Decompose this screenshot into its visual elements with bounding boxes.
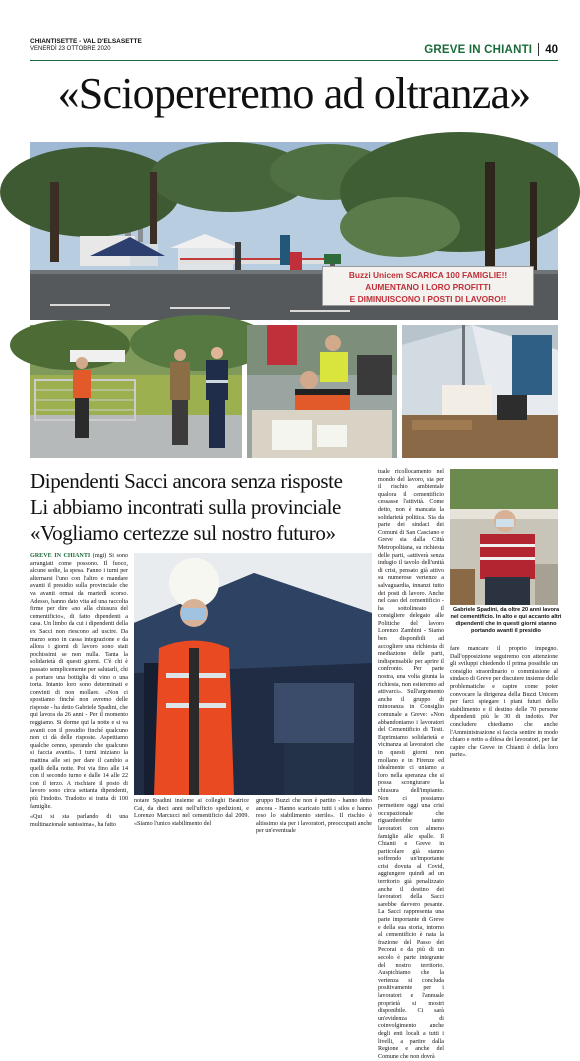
photo-gabriele-spadini <box>134 553 372 795</box>
section-header <box>424 43 558 56</box>
protest-banner-line1: Buzzi Unicem SCARICA 100 FAMIGLIE!! <box>348 270 508 280</box>
article-column-1 <box>30 553 128 833</box>
dateline: GREVE IN CHIANTI <box>30 553 91 559</box>
article-column-3: gruppo Buzzi che non è partito - hanno detto ancora - Hanno scaricato tutti i silos e hanno reso lo stabilimento sterile». Il rischio è altissimo sia per i lavoratori, preoccupati anche per un'eventuale <box>256 798 372 835</box>
article-lead-text: (mgi) Si sono arrangiati come possono. Il fuoco, alcune sedie, la spesa. Fanno i turni per alternarsi l'uno con l'altro e mandare avanti il presidio sulla provinciale che va avanti ormai da martedì scorso. Adesso, hanno dato vita ad una raccolta firme per dire «no alla chiusura del cementificio», di fatto dipendenti a casa. Un limbo da cui i dipendenti della ex Sacci non riescono ad uscire. Da marzo sono in cassa integrazione e da allora i giorni di lavoro sono stati pochissimi se non nulla. Tanta la solidarietà di questi giorni. C'è chi è passato semplicemente per salutarli, chi a portare una bottiglia di vino o una torta. Intanto loro sono determinati e convinti di non mollare. «Non ci spostiamo finché non avremo delle risposte - ha detto Gabriele Spadini, che qui lavora da 26 anni - Per il momento reggiamo. Si dorme qui la notte e si va avanti con il presidio finché qualcuno non ci dà delle risposte. Aspettiamo qualche cenno, sperando che qualcuno si faccia avanti». I turni iniziano la mattina alle sei per dare il cambio a quelli della notte. Poi via fino alle 14 con il secondo turno e dalle 14 alle 22 con il terzo. A rischiare il posto di lavoro sono circa settanta dipendenti, più l'indotto. Tradotto si tratta di 100 famiglie. <box>30 553 128 810</box>
photo-caption: Gabriele Spadini, da oltre 20 anni lavora nel cementificio. In alto e qui accanto altri dipendenti che in questi giorni stanno portando avanti il presidio <box>450 607 562 634</box>
photo-seated-scene <box>450 469 558 605</box>
publication-header <box>30 38 142 53</box>
page-number: 40 <box>545 43 558 56</box>
subheadline-line3: «Vogliamo certezze sul nostro futuro» <box>30 521 336 545</box>
protest-banner-line2: AUMENTANO I LORO PROFITTI <box>365 282 491 292</box>
photo-camp-scene <box>402 325 558 458</box>
protest-banner <box>322 266 534 306</box>
issue-date: VENERDÌ 23 OTTOBRE 2020 <box>30 46 111 52</box>
article-lead-paragraph <box>30 553 128 811</box>
article-column-2: notare Spadini insieme ai colleghi Beatrice Cai, da dieci anni nell'ufficio spedizioni, e Lorenzo Marcucci nel cementificio dal 2009. «Siamo l'unico stabilimento del <box>134 798 249 827</box>
photo-camp-tent <box>402 325 558 458</box>
headline: «Sciopereremo ad oltranza» <box>57 69 531 118</box>
photo-petition-scene <box>247 325 397 458</box>
photo-workers-at-fence <box>30 325 242 458</box>
photo-seated-worker <box>450 469 558 605</box>
photo-workers-scene <box>30 325 242 458</box>
article-column-4: tuale ricollocamento nel mondo del lavoro, sia per il rischio ambientale qualora il cementificio cessasse l'attività. Come detto, non è mancata la solidarietà politica. Sia da parte dei sindaci dei Comuni di San Casciano e Greve sia dalla Città Metropolitana, su richiesta delle parti, «attiverà senza indugio il tavolo dell'unità di crisi, pensato già attivo su numerose vertenze a salvaguardia, innanzi tutto dei posti di lavoro. Anche nel caso del cementificio - ha sottolineato il consigliere delegato alle Politiche del lavoro Lorenzo Zambini - Siamo ben disponibili ad accogliere una richiesta di mediazione delle parti, indispensabile per aprire il confronto. Per parte nostra, una volta giunta la richiesta, non esiteremo ad attivarci». Sull'argomento anche il gruppo di minoranza in Consiglio comunale a Greve: «Non abbandoniamo i lavoratori del Cementificio di Testi. Esprimiamo solidarietà e vicinanza ai lavoratori che in questi giorni non mollano e in Firenze ed idealmente ci uniamo a loro nella speranza che si possa scongiurare la chiusura dell'impianto. Non ci possiamo permettere oggi una crisi occupazionale che riguarderebbe tanto lavoratori con almeno famiglie alle spalle. Il Chianti e Greve in particolare già stanno soffrendo un'importante crisi dovuta al Covid, aggiungere quindi ad un territorio già penalizzato anche il destino dei lavoratori della Sacci sarebbe davvero pesante. La Sacci rappresenta una parte importante di Greve e della sua storia, intorno al cementificio è nata la frazione del Passo dei Pecorai e da più di un secolo è parte integrante del nostro territorio. Auspichiamo che la vertenza si concluda positivamente per i lavoratori e l'annuale proprietà si mostri disponibile. Ci sarà un'evidenza di coinvolgimento anche degli enti locali a tutti i livelli, a partire dalla Regione e anche del Comune che non dovrà <box>378 469 444 1060</box>
article-col1-tail: «Qui si sta parlando di una multinazionale sanissima», ha fatto <box>30 814 128 828</box>
article-column-5: fare mancare il proprio impegno. Dall'opposizione seguiremo con attenzione gli sviluppi chiedendo il prima possibile un consiglio straordinario o commissione al sindaco di Greve per discutere insieme delle problematiche e capire come poter convocare la dirigenza della Buzzi Unicem per farci spiegare i piani futuri dello stabilimento e il destino delle 70 persone dipendenti più le 30 di indotto. Per concludere chiediamo che anche l'Amministrazione si faccia sentire in modo chiaro e netto a difesa dei lavoratori, per far capire che Greve in Chianti è della loro parte». <box>450 646 558 759</box>
header-rule <box>30 60 558 61</box>
section-name: GREVE IN CHIANTI <box>424 43 533 56</box>
publication-name: CHIANTISETTE - VAL D'ELSASETTE <box>30 38 142 45</box>
main-photo-roadside-presidio <box>30 142 558 320</box>
photo-petition-signing <box>247 325 397 458</box>
protest-banner-line3: E DIMINUISCONO I POSTI DI LAVORO!! <box>349 294 507 304</box>
subheadline-line2: Li abbiamo incontrati sulla provinciale <box>30 495 341 519</box>
subheadline-line1: Dipendenti Sacci ancora senza risposte <box>30 469 343 493</box>
header-divider <box>538 43 539 56</box>
photo-spadini-scene <box>134 553 372 795</box>
